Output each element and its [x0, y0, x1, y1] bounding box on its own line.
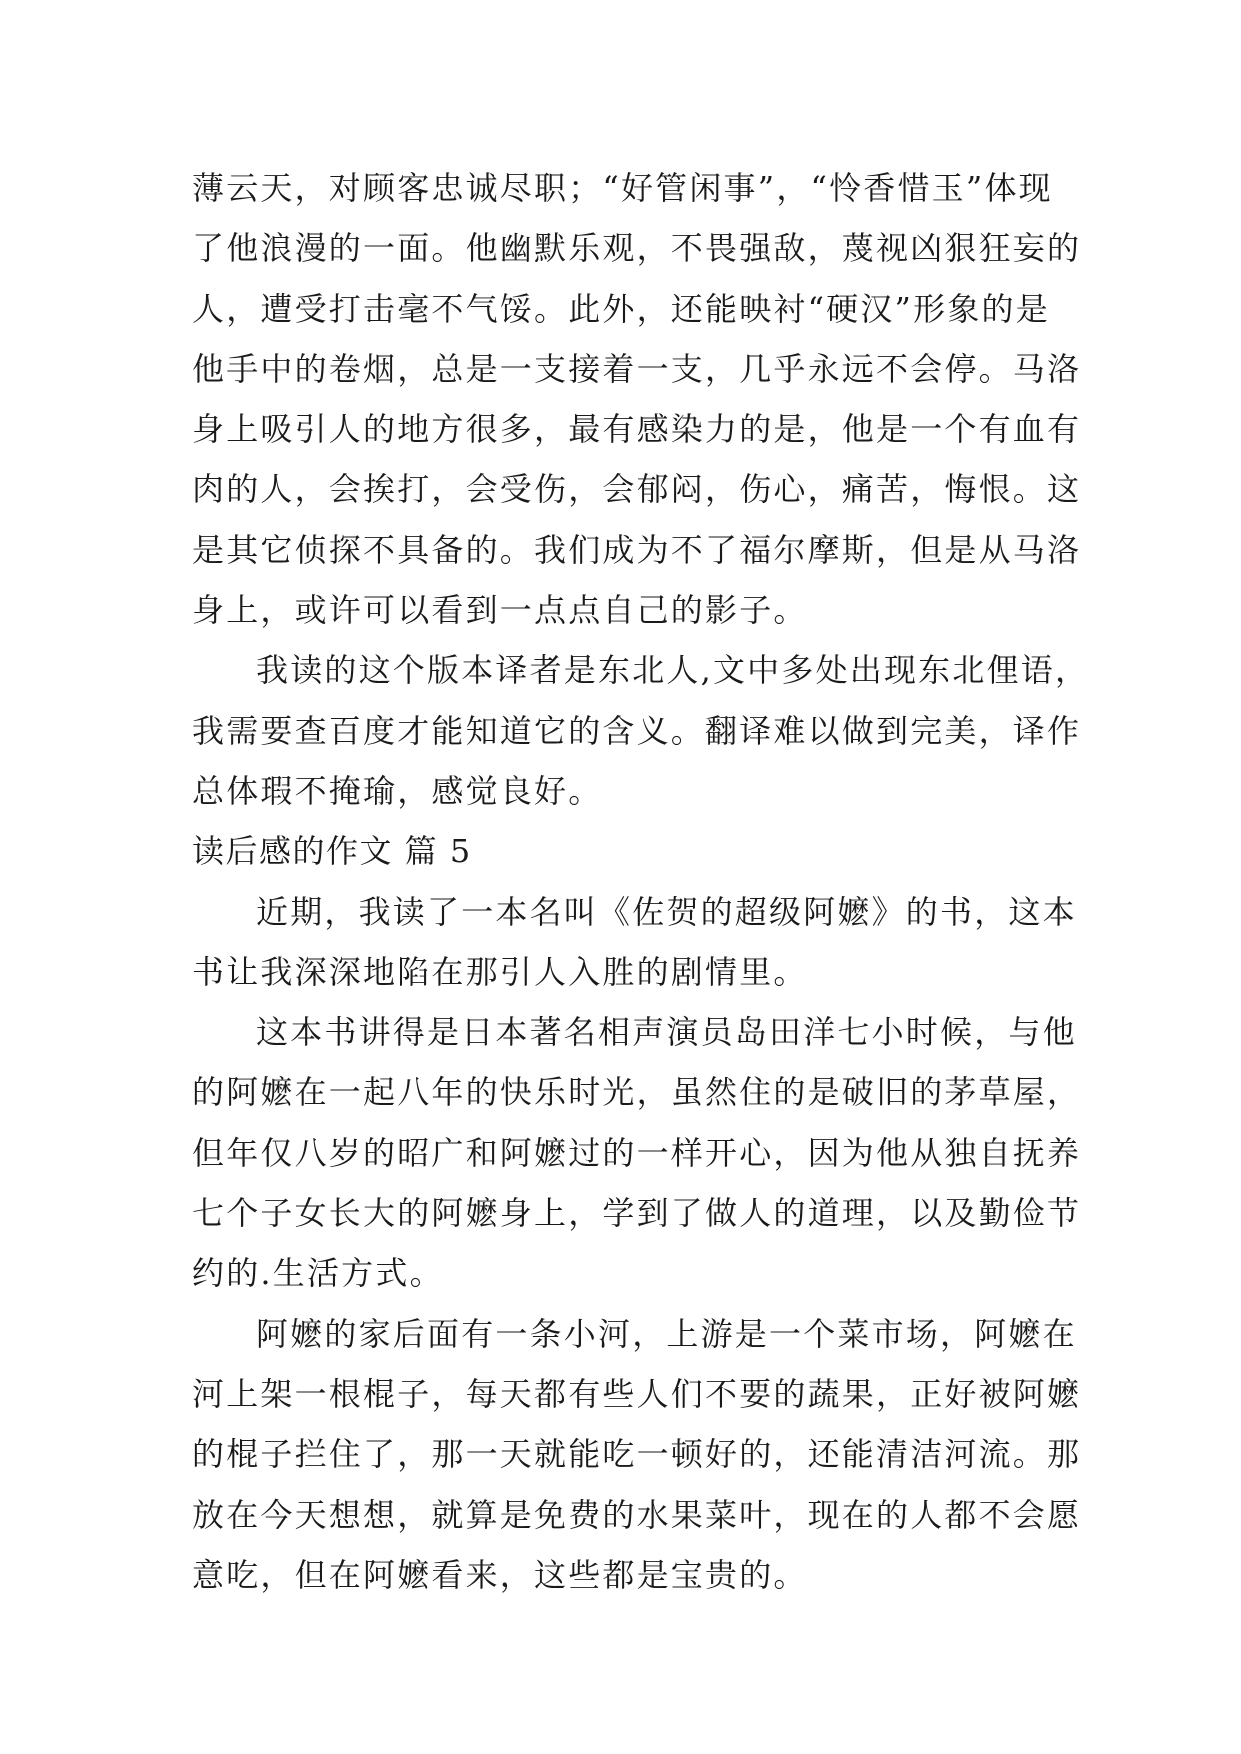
paragraph — [192, 640, 1090, 821]
text-line: 的棍子拦住了，那一天就能吃一顿好的，还能清洁河流。那 — [192, 1435, 1082, 1474]
paragraph — [192, 1304, 1082, 1605]
text-line: 书让我深深地陷在那引人入胜的剧情里。 — [192, 952, 808, 991]
text-line: 我需要查百度才能知道它的含义。翻译难以做到完美，译作 — [192, 711, 1082, 750]
text-line: 身上吸引人的地方很多，最有感染力的是，他是一个有血有 — [192, 410, 1082, 449]
text-line: 肉的人，会挨打，会受伤，会郁闷，伤心，痛苦，悔恨。这 — [192, 470, 1082, 509]
text-line: 是其它侦探不具备的。我们成为不了福尔摩斯，但是从马洛 — [192, 530, 1082, 569]
text-line: 放在今天想想，就算是免费的水果菜叶，现在的人都不会愿 — [192, 1495, 1082, 1534]
text-line: 的阿嬷在一起八年的快乐时光，虽然住的是破旧的茅草屋， — [192, 1073, 1082, 1112]
document-body — [192, 158, 1090, 1605]
section-heading — [192, 821, 1072, 881]
text-line: 这本书讲得是日本著名相声演员岛田洋七小时候，与他 — [256, 1013, 1077, 1052]
text-line: 约的.生活方式。 — [192, 1254, 444, 1293]
text-line: 我读的这个版本译者是东北人,文中多处出现东北俚语， — [256, 651, 1090, 690]
text-line: 七个子女长大的阿嬷身上，学到了做人的道理，以及勤俭节 — [192, 1194, 1082, 1233]
text-line: 了他浪漫的一面。他幽默乐观，不畏强敌，蔑视凶狠狂妄的 — [192, 229, 1082, 268]
text-line: 身上，或许可以看到一点点自己的影子。 — [192, 591, 808, 630]
section-heading-text: 读后感的作文 篇 5 — [192, 832, 472, 871]
text-line: 人，遭受打击毫不气馁。此外，还能映衬“硬汉”形象的是 — [192, 289, 1050, 328]
paragraph — [192, 158, 1082, 640]
text-line: 意吃，但在阿嬷看来，这些都是宝贵的。 — [192, 1555, 808, 1594]
text-line: 近期，我读了一本名叫《佐贺的超级阿嬷》的书，这本 — [256, 892, 1077, 931]
text-line: 河上架一根棍子，每天都有些人们不要的蔬果，正好被阿嬷 — [192, 1374, 1082, 1413]
text-line: 总体瑕不掩瑜，感觉良好。 — [192, 771, 603, 810]
text-line: 但年仅八岁的昭广和阿嬷过的一样开心，因为他从独自抚养 — [192, 1133, 1082, 1172]
text-line: 他手中的卷烟，总是一支接着一支，几乎永远不会停。马洛 — [192, 349, 1082, 388]
text-line: 薄云天，对顾客忠诚尽职；“好管闲事”，“怜香惜玉”体现 — [192, 169, 1053, 207]
text-line: 阿嬷的家后面有一条小河，上游是一个菜市场，阿嬷在 — [256, 1314, 1077, 1353]
paragraph — [192, 882, 1077, 1003]
paragraph — [192, 1002, 1082, 1303]
